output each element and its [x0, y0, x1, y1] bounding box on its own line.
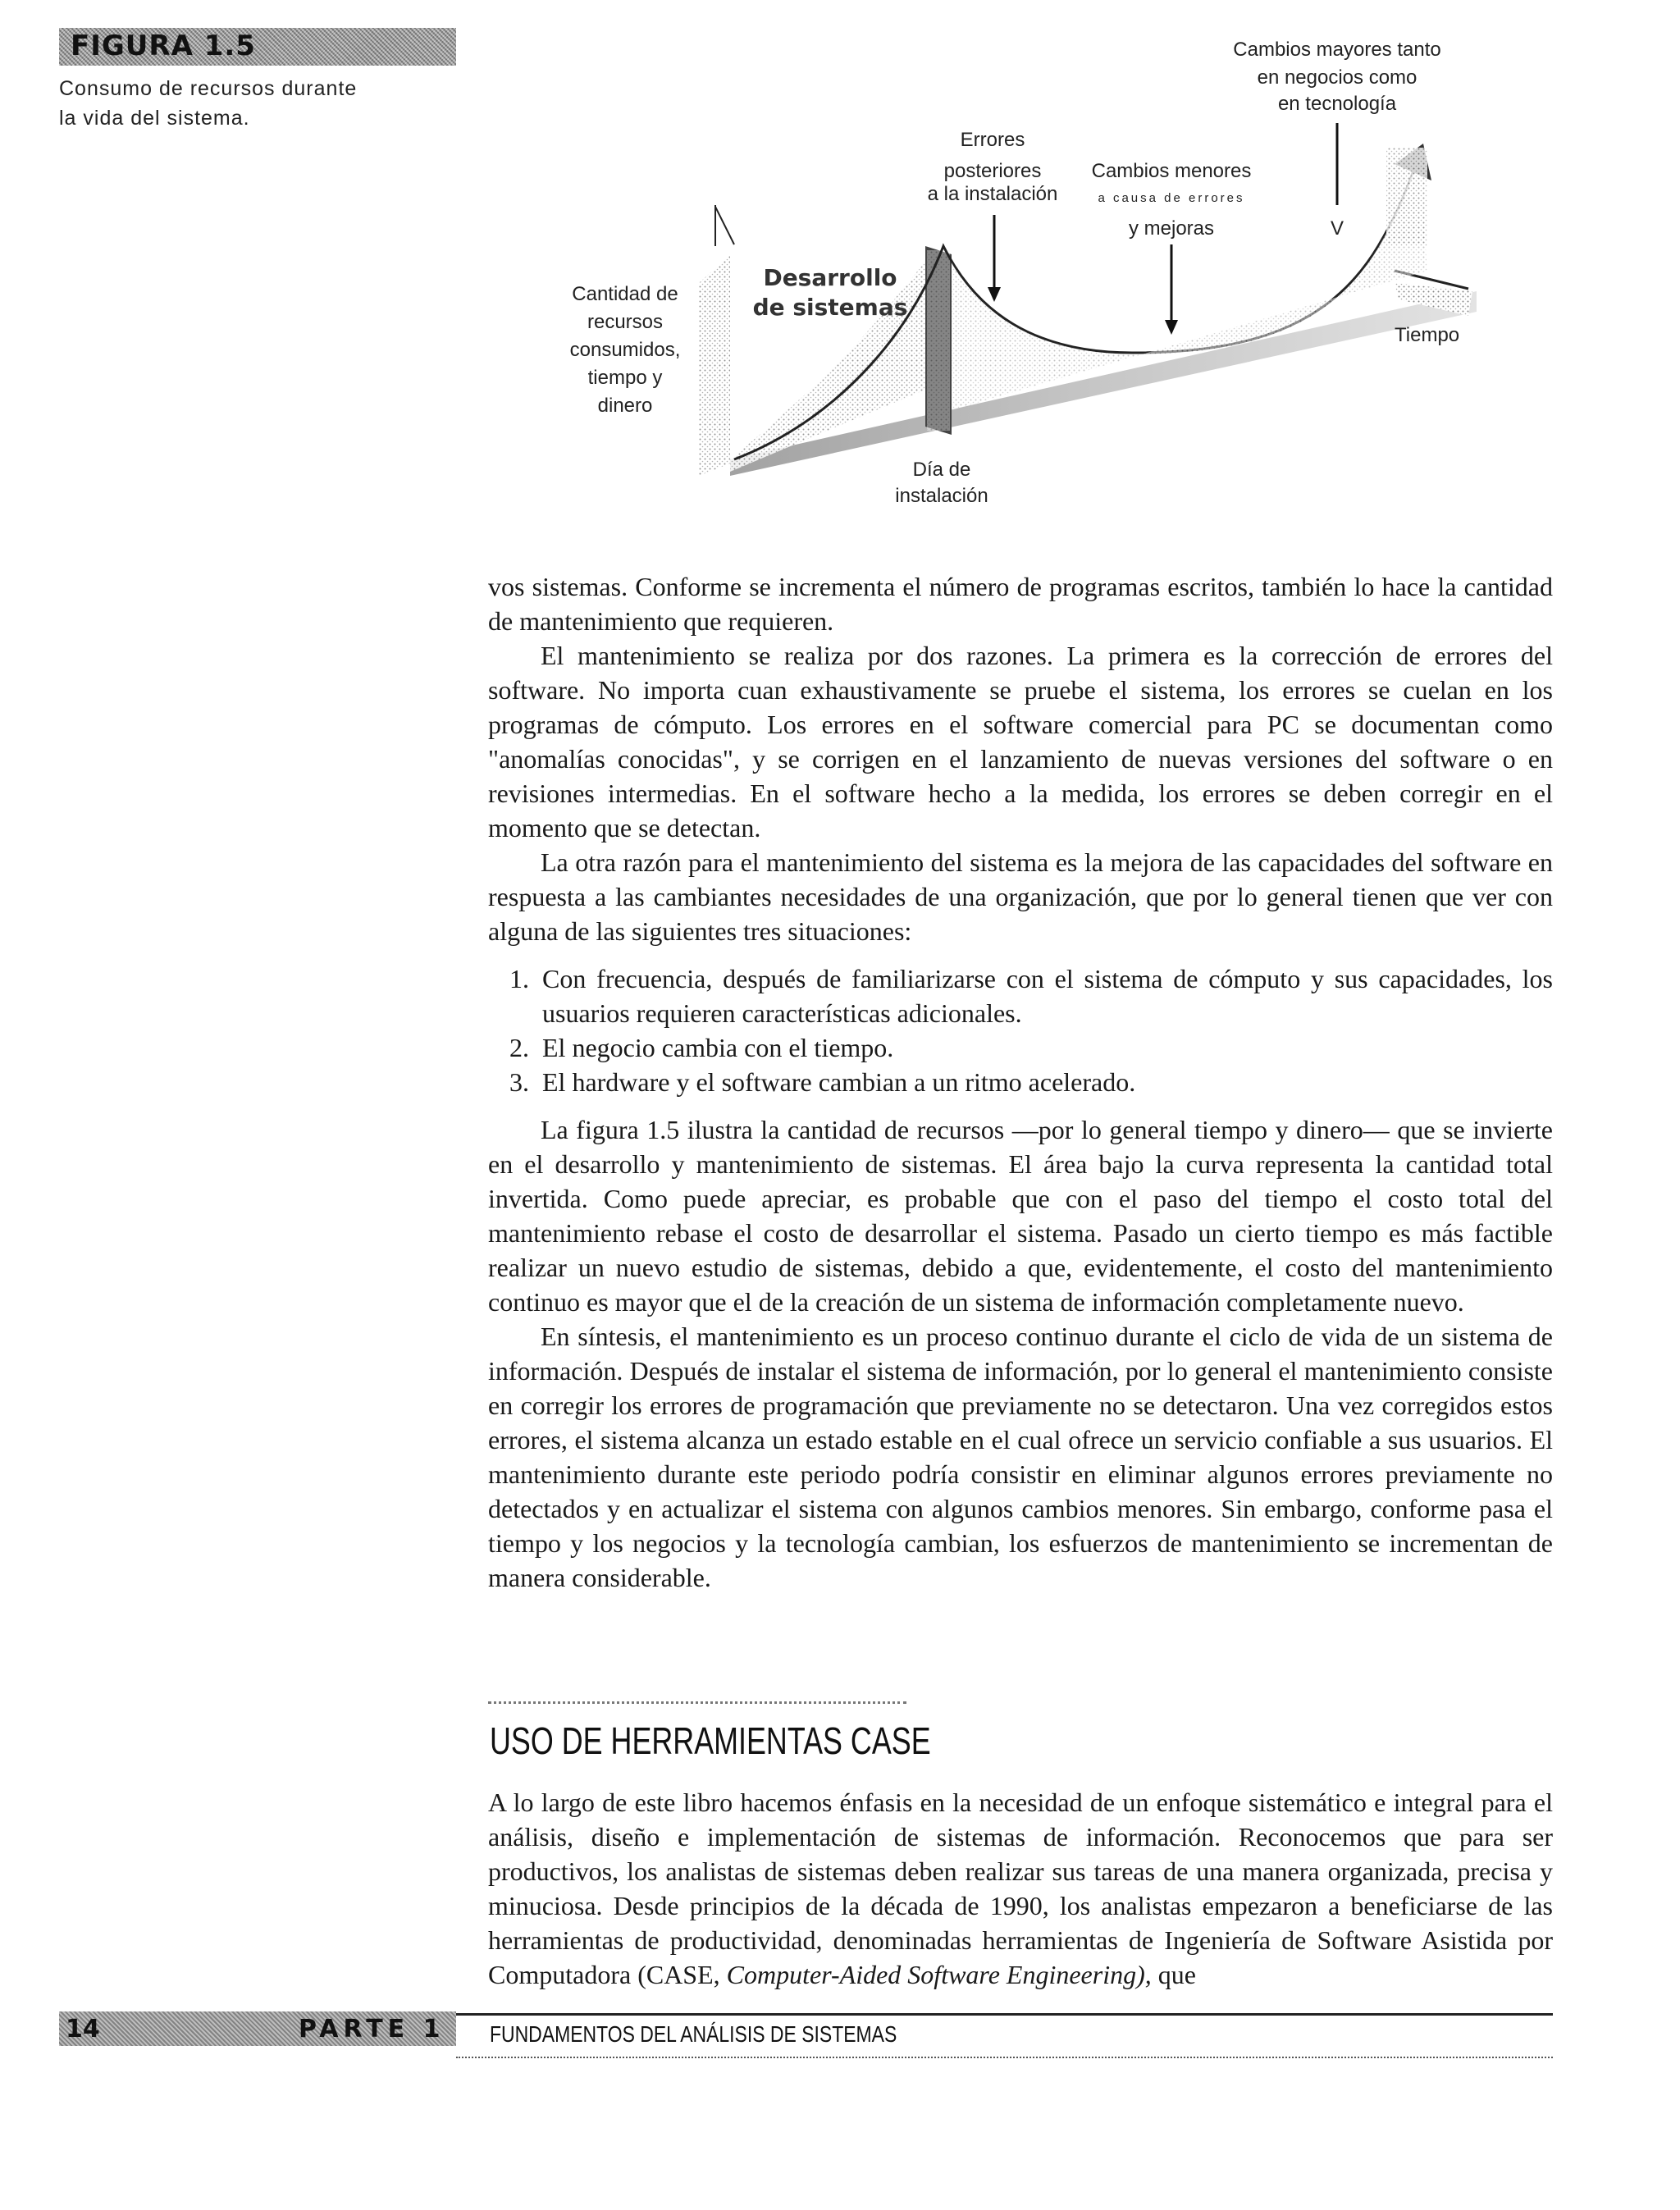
post-install-errors-label-line: a la instalación [927, 183, 1058, 205]
list-item [488, 961, 1553, 1030]
list-number: 2. [509, 1033, 529, 1062]
section-divider [488, 1701, 906, 1707]
y-axis-label-line: tiempo y [587, 367, 663, 389]
paragraph [488, 1785, 1553, 1992]
case-term-emphasis: Computer-Aided Software Engineering), [726, 1960, 1152, 1989]
paragraph: En síntesis, el mantenimiento es un proceso continuo durante el ciclo de vida de un sistema de información. Después de instalar el sistema de información, por lo general el mantenimiento consiste en corregir los errores de programación que previamente no se detectaron. Una vez corregidos estos errores, el sistema alcanza un estado estable en el cual ofrece un servicio confiable a sus usuarios. El mantenimiento durante este periodo podría consistir en eliminar algunos errores previamente no detectados y en actualizar el sistema con algunos cambios menores. Sin embargo, conforme pasa el tiempo y los negocios y la tecnología cambian, los esfuerzos de mantenimiento se incrementan de manera considerable. [488, 1322, 1553, 1592]
paragraph: La otra razón para el mantenimiento del sistema es la mejora de las capacidades del software en respuesta a las cambiantes necesidades de una organización, que por lo general tienen que ver con alguna de las siguientes tres situaciones: [488, 847, 1553, 946]
minor-changes-label-line: Cambios menores [1091, 160, 1252, 182]
paragraph-text: A lo largo de este libro hacemos énfasis en la necesidad de un enfoque sistemático e integral para el análisis, diseño e implementación de sistemas de información. Reconocemos que para ser productivos, los analistas de sistemas deben realizar sus tareas de una manera organizada, precisa y minuciosa. Desde principios de la década de 1990, los analistas empezaron a beneficiarse de las herramientas de productividad, denominadas herramientas de Ingeniería de Software Asistida por Computadora (CASE, [488, 1788, 1553, 1989]
y-axis-label-line: dinero [597, 395, 653, 417]
development-label-line: Desarrollo [763, 264, 897, 291]
y-axis-label-line: recursos [587, 311, 664, 333]
body-text [488, 569, 1553, 1595]
list-number: 1. [509, 964, 529, 993]
list-text: El negocio cambia con el tiempo. [542, 1033, 894, 1062]
development-label-line: de sistemas [752, 294, 908, 321]
minor-changes-arrowhead [1165, 320, 1178, 335]
figure-caption-line: la vida del sistema. [59, 107, 250, 130]
list-item [488, 1030, 1553, 1065]
list-text: Con frecuencia, después de familiarizarse con el sistema de cómputo y sus capacidades, los usuarios requieren características adicionales. [542, 964, 1553, 1028]
paragraph: La figura 1.5 ilustra la cantidad de recursos —por lo general tiempo y dinero— que se invierte en el desarrollo y mantenimiento de sistemas. El área bajo la curva representa la cantidad total invertida. Como puede apreciar, es probable que con el paso del tiempo el costo total del mantenimiento rebase el costo de desarrollar el sistema. Pasado un cierto tiempo es más factible realizar un nuevo estudio de sistemas, debido a que, evidentemente, el costo del mantenimiento continuo es mayor que el de la creación de un sistema de información completamente nuevo. [488, 1115, 1553, 1317]
post-install-errors-label-line: posteriores [943, 160, 1042, 182]
section-title: USO DE HERRAMIENTAS CASE [490, 1719, 931, 1762]
install-day-label-line: instalación [895, 485, 988, 507]
v-mark-label: V [1330, 217, 1344, 240]
list-number: 3. [509, 1067, 529, 1097]
major-changes-label-line: Cambios mayores tanto [1233, 39, 1441, 61]
footer-rule [456, 2013, 1553, 2016]
minor-changes-label-line: a causa de errores [1098, 191, 1245, 205]
y-axis-label-line: consumidos, [569, 339, 681, 361]
paragraph: El mantenimiento se realiza por dos razones. La primera es la corrección de errores del software. No importa cuan exhaustivamente se pruebe el sistema, los errores se cuelan en los programas de cómputo. Los errores en el software comercial para PC se documentan como "anomalías conocidas", y se corrigen en el lanzamiento de nuevas versiones del software o en revisiones intermedias. En el software hecho a la medida, los errores se deben corregir en el momento que se detectan. [488, 641, 1553, 842]
part-label: PARTE 1 [299, 2015, 445, 2043]
footer-part-bar [59, 2011, 456, 2046]
post-install-errors-label-line: Errores [960, 129, 1025, 151]
footer-dotted-rule [456, 2057, 1553, 2058]
list-text: El hardware y el software cambian a un ritmo acelerado. [542, 1067, 1136, 1097]
figure-number: FIGURA 1.5 [71, 30, 256, 62]
y-axis-arrow-tick [715, 207, 734, 244]
paragraph: vos sistemas. Conforme se incrementa el número de programas escritos, también lo hace la cantidad de mantenimiento que requieren. [488, 572, 1553, 636]
minor-changes-label-line: y mejoras [1128, 217, 1215, 240]
post-install-errors-arrowhead [988, 287, 1001, 302]
major-changes-label-line: en negocios como [1257, 66, 1418, 89]
list-item [488, 1065, 1553, 1099]
install-day-label-line: Día de [912, 459, 971, 481]
running-footer-title: FUNDAMENTOS DEL ANÁLISIS DE SISTEMAS [490, 2021, 897, 2047]
time-axis-label: Tiempo [1395, 324, 1460, 346]
paragraph-text: que [1151, 1960, 1196, 1989]
resource-consumption-figure [0, 0, 1680, 541]
major-changes-label-line: en tecnología [1277, 93, 1397, 115]
figure-caption-line: Consumo de recursos durante [59, 77, 358, 100]
page-number: 14 [66, 2015, 100, 2043]
y-axis-band [699, 254, 730, 476]
y-axis-label-line: Cantidad de [572, 283, 678, 305]
section-text [488, 1785, 1553, 1992]
situations-list [488, 961, 1553, 1099]
curve-end-band [1386, 148, 1427, 246]
